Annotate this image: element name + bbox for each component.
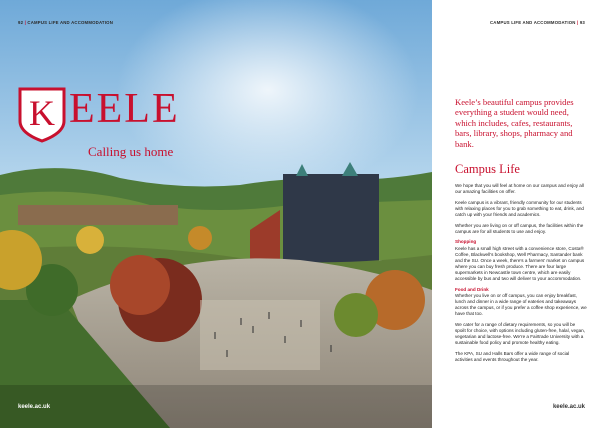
folio-separator: |	[577, 20, 580, 25]
website-url-right[interactable]: keele.ac.uk	[552, 404, 585, 410]
logo-initial: K	[29, 93, 55, 133]
body-paragraph: Whether you are living on or off campus, the facilities within the campus are for all students to use and enjoy.	[455, 222, 584, 234]
folio-number: 93	[579, 20, 585, 25]
body-paragraph: Keele campus is a vibrant, friendly community for our students with relaxing places for you to grab something to eat, drink, and catch up with your friends and academics.	[455, 199, 584, 217]
food-paragraph: The KPA, SU and Halls Bars offer a wide range of social activities and events throughout the year.	[455, 350, 570, 362]
body-copy	[455, 183, 587, 368]
website-url-left[interactable]: keele.ac.uk	[18, 404, 51, 410]
folio-section: CAMPUS LIFE AND ACCOMMODATION	[27, 20, 113, 25]
keele-logo	[18, 87, 188, 131]
food-heading: Food and Drink	[455, 286, 489, 292]
body-paragraph: We hope that you will feel at home on our campus and enjoy all our amazing facilities on offer.	[455, 183, 584, 195]
intro-paragraph: Keele’s beautiful campus provides everything a student would need, which includes, cafes, restaurants, bars, library, shops, pharmacy and bank.	[455, 97, 574, 149]
tagline: Calling us home	[88, 144, 174, 159]
folio-number: 92	[18, 20, 24, 25]
logo-wordmark: EELE	[69, 86, 180, 132]
page-folio-right	[490, 20, 585, 25]
shopping-paragraph: Keele has a small high street with a convenience store, Costa® Coffee, Blackwell’s bookshop, Well Pharmacy, Santander bank and the SU. Once a week, there’s a farmers’ market on campus where you can buy fresh produce. There are four large supermarkets in Newcastle town centre, which are easily accessible by bus and two will deliver to your accommodation.	[455, 245, 585, 281]
folio-separator: |	[24, 20, 28, 25]
food-paragraph: Whether you live on or off campus, you can enjoy breakfast, lunch and dinner in a wide range of eateries and takeaways across the campus, or if you prefer a coffee shop experience, we have that too.	[455, 292, 587, 317]
library-building	[283, 174, 379, 270]
shopping-heading: Shopping	[455, 239, 477, 245]
folio-section: CAMPUS LIFE AND ACCOMMODATION	[490, 20, 576, 25]
section-title: Campus Life	[455, 162, 520, 176]
shield-icon	[18, 87, 66, 143]
page-folio-left	[18, 20, 113, 25]
food-paragraph: We cater for a range of dietary requirements, so you will be spoilt for choice, with options including gluten-free, halal, vegan, vegetarian and lactose-free. We’re a Fairtrade University with a sustainable food policy and promote healthy eating.	[455, 321, 585, 346]
